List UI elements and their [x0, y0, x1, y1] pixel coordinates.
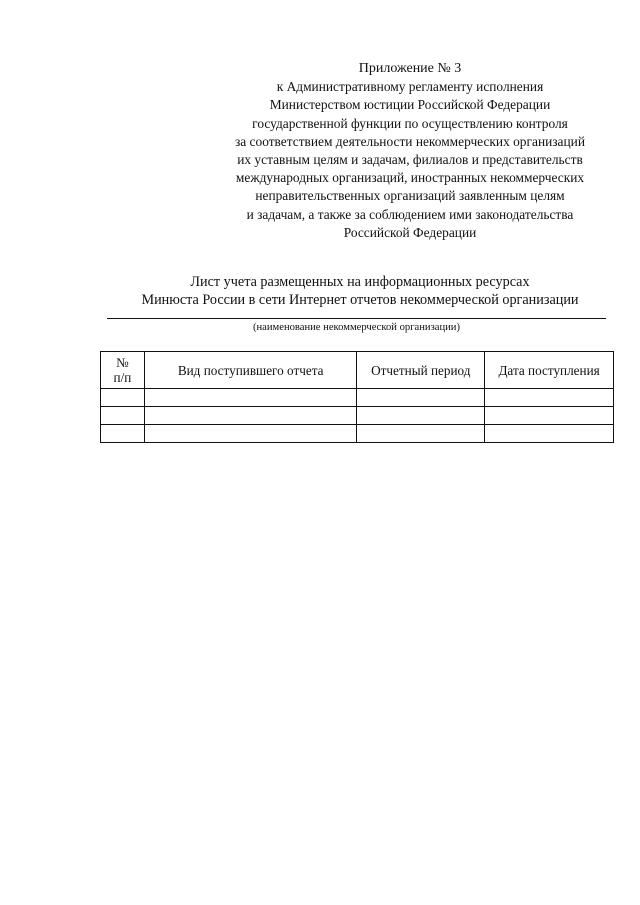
appendix-title: Приложение № 3: [358, 61, 462, 76]
table-cell: [144, 425, 357, 443]
appendix-line: неправительственных организаций заявленным целям: [255, 188, 565, 204]
table-cell: [357, 389, 485, 407]
header-number-symbol: №: [116, 355, 129, 370]
table-cell: [144, 407, 357, 425]
sheet-title-line: Минюста России в сети Интернет отчетов некоммерческой организации: [141, 292, 579, 308]
table-row: [101, 389, 614, 407]
organization-name-caption: (наименование некоммерческой организации): [252, 322, 461, 333]
table-row: [101, 407, 614, 425]
header-date: Дата поступления: [485, 352, 614, 389]
table-row: [101, 425, 614, 443]
sheet-title-line: Лист учета размещенных на информационных ресурсах: [190, 274, 530, 290]
appendix-line: за соответствием деятельности некоммерческих организаций: [234, 133, 586, 149]
header-period: Отчетный период: [357, 352, 485, 389]
table-cell: [485, 425, 614, 443]
sheet-title: [80, 273, 640, 309]
appendix-line: к Административному регламенту исполнения: [276, 79, 544, 95]
appendix-line: их уставным целям и задачам, филиалов и представительств: [237, 152, 583, 168]
table-cell: [485, 407, 614, 425]
table-cell: [357, 425, 485, 443]
appendix-line: и задачам, а также за соблюдением ими законодательства: [246, 206, 574, 222]
appendix-line: Российской Федерации: [343, 224, 477, 240]
table-cell: [101, 407, 145, 425]
report-table: [100, 351, 614, 443]
header-report-type: Вид поступившего отчета: [144, 352, 357, 389]
header-number: [101, 352, 145, 389]
appendix-header: [200, 60, 620, 242]
header-number-abbr: п/п: [113, 370, 132, 385]
appendix-line: Министерством юстиции Российской Федерации: [269, 97, 551, 113]
appendix-line: государственной функции по осуществлению контроля: [252, 115, 568, 131]
table-header-row: [101, 352, 614, 389]
table-cell: [101, 389, 145, 407]
table-cell: [144, 389, 357, 407]
table-cell: [485, 389, 614, 407]
appendix-line: международных организаций, иностранных некоммерческих: [235, 170, 585, 186]
organization-name-line: [107, 318, 606, 319]
table-cell: [357, 407, 485, 425]
table-cell: [101, 425, 145, 443]
